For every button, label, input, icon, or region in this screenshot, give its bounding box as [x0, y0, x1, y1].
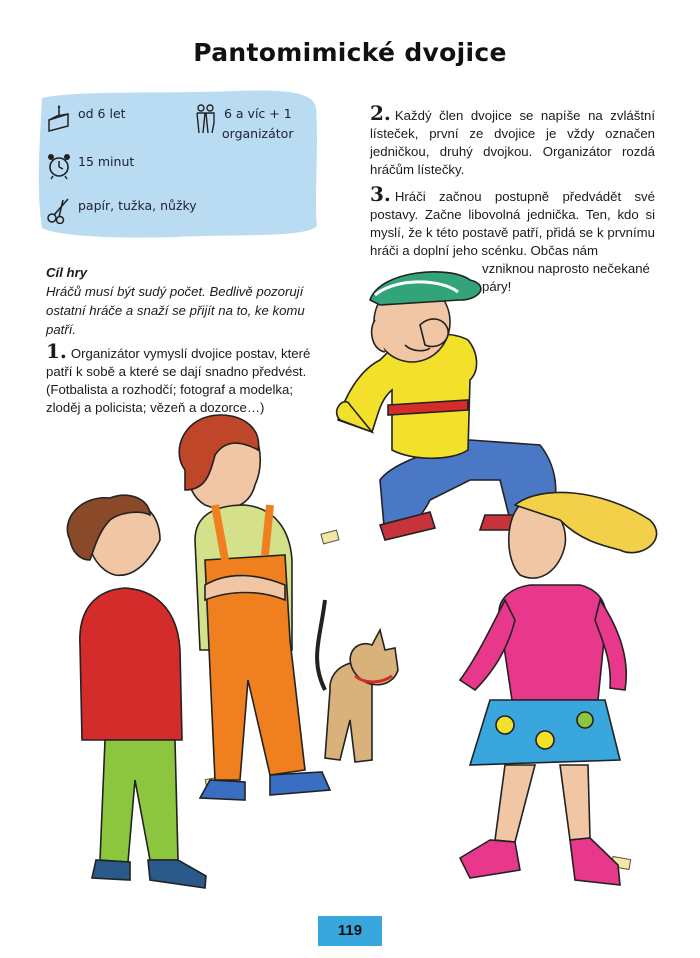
page-title: Pantomimické dvojice — [193, 38, 507, 67]
girl-orange-overalls — [179, 415, 330, 800]
step-3-number: 3. — [370, 182, 391, 206]
boy-red-sweater — [67, 495, 206, 888]
info-players-text: 6 a víc + 1 — [224, 106, 292, 121]
info-age-text: od 6 let — [78, 106, 126, 121]
goal-text: Hráčů musí být sudý počet. Bedlivě pozorují ostatní hráče a snaží se přijít na to, ke komu patří. — [46, 284, 305, 337]
step-2-text: Každý člen dvojice se napíše na zvláštní lísteček, první ze dvojice je vždy označen jedničkou, druhý dvojkou. Organizátor rozdá hráčům lístečky. — [370, 108, 655, 177]
cat — [317, 600, 398, 762]
info-duration-text: 15 minut — [78, 154, 135, 169]
step-1-text: Organizátor vymyslí dvojice postav, které patří k sobě a které se dají snadno předvést. (Fotbalista a rozhodčí; fotograf a modelka; zloděj a policista; vězeň a dozorce…) — [46, 346, 311, 415]
step-1-number: 1. — [46, 339, 67, 363]
paper-slip — [321, 530, 339, 544]
step-3-text-tail: vzniknou naprosto nečekané páry! — [482, 261, 650, 294]
step-2-number: 2. — [370, 101, 391, 125]
info-materials-text: papír, tužka, nůžky — [78, 198, 197, 213]
goal-heading: Cíl hry — [46, 265, 88, 280]
info-players-extra: organizátor — [222, 126, 294, 141]
girl-pink-top-blonde — [460, 492, 657, 885]
step-3-text: Hráči začnou postupně předvádět své postavy. Začne libovolná jednička. Ten, kdo si myslí, že k této postavě patří, přidá se k prvnímu hráči a doplní jeho scénku. Občas nám — [370, 189, 655, 258]
page-number-badge: 119 — [318, 916, 382, 946]
